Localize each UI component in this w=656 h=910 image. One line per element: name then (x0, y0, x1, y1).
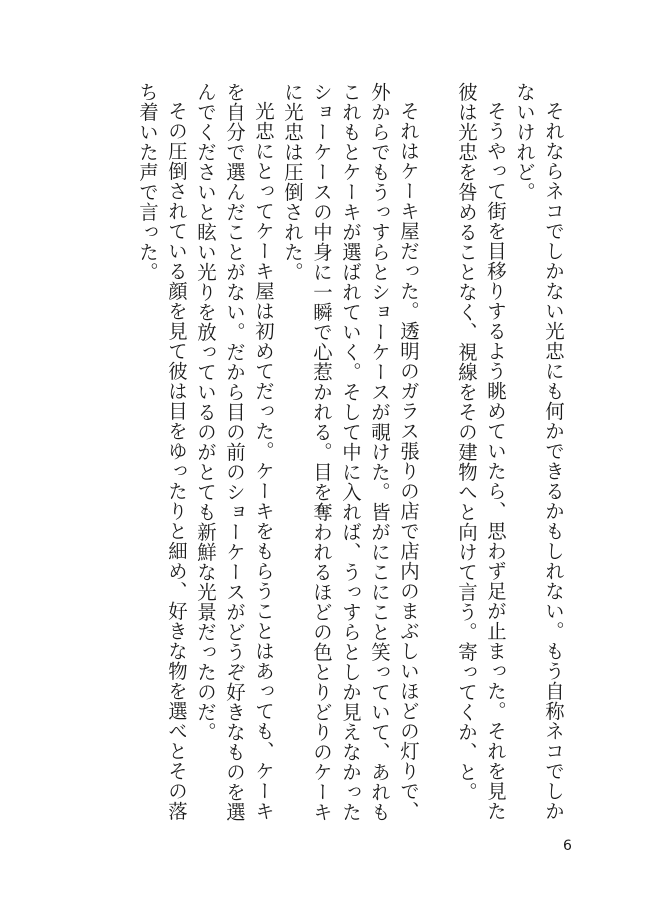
paragraph-3: それはケーキ屋だった。透明のガラス張りの店で店内のまぶしいほどの灯りで、外からでもうっすらとショーケースが覗けた。皆がにこにこと笑っていて、あれもこれもとケーキが選ばれていく。そして中に入れば、うっすらとしか見えなかったショーケースの中身に一瞬で心惹かれる。目を奪われるほどの色とりどりのケーキに光忠は圧倒された。 (281, 82, 420, 822)
paragraph-2: そうやって街を目移りするよう眺めていたら、思わず足が止まった。それを見た彼は光忠を咎めることなく、視線をその建物へと向けて言う。寄ってくか、と。 (455, 82, 507, 822)
paragraph-4: 光忠にとってケーキ屋は初めてだった。ケーキをもらうことはあっても、ケーキを自分で選んだことがない。だから目の前のショーケースがどうぞ好きなものを選んでくださいと眩い光りを放っているのがとても新鮮な光景だったのだ。 (194, 82, 275, 822)
paragraph-1: それならネコでしかない光忠にも何かできるかもしれない。もう自称ネコでしかないけれど。 (513, 82, 565, 822)
vertical-text-body (128, 82, 568, 822)
paragraph-5: その圧倒されている顔を見て彼は目をゆったりと細め、好きな物を選べとその落ち着いた声で言った。 (136, 82, 188, 822)
page-number: 6 (563, 838, 572, 854)
